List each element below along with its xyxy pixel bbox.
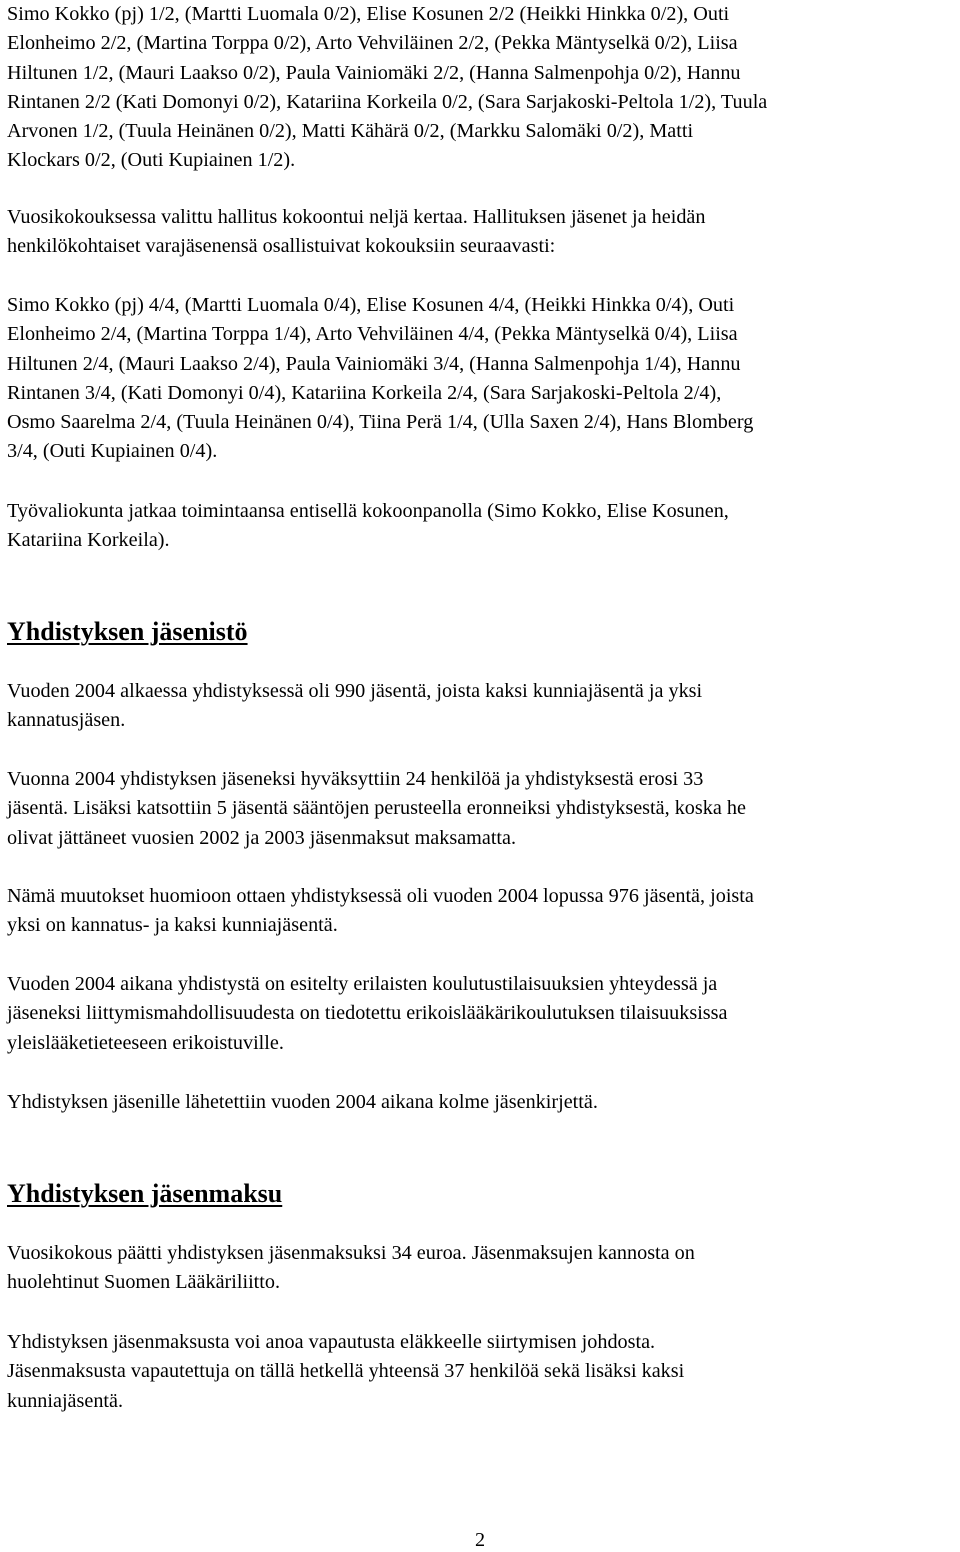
membership-fee-paragraph-2: Yhdistyksen jäsenmaksusta voi anoa vapautusta eläkkeelle siirtymisen johdosta. Jäsenmaksusta vapautettuja on tällä hetkellä yhteensä 37 henkilöä sekä lisäksi kaksi kunniajäsentä. bbox=[7, 1331, 685, 1412]
attendance-paragraph-1: Simo Kokko (pj) 1/2, (Martti Luomala 0/2), Elise Kosunen 2/2 (Heikki Hinkka 0/2), Outi Elonheimo 2/2, (Martina Torppa 0/2), Arto Vehviläinen 2/2, (Pekka Mäntyselkä 0/2), Liisa Hiltunen 1/2, (Mauri Laakso 0/2), Paula Vainiomäki 2/2, (Hanna Salmenpohja 0/2), Hannu Rintanen 2/2 (Kati Domonyi 0/2), Katariina Korkeila 0/2, (Sara Sarjakoski-Peltola 1/2), Tuula Arvonen 1/2, (Tuula Heinänen 0/2), Matti Kähärä 0/2, (Markku Salomäki 0/2), Matti Klockars 0/2, (Outi Kupiainen 1/2). bbox=[7, 3, 768, 172]
membership-fee-heading: Yhdistyksen jäsenmaksu bbox=[7, 1179, 283, 1208]
membership-fee-paragraph-1: Vuosikokous päätti yhdistyksen jäsenmaksuksi 34 euroa. Jäsenmaksujen kannosta on huolehtinut Suomen Lääkäriliitto. bbox=[7, 1242, 695, 1294]
membership-paragraph-2: Vuonna 2004 yhdistyksen jäseneksi hyväksyttiin 24 henkilöä ja yhdistyksestä erosi 33 jäsentä. Lisäksi katsottiin 5 jäsentä sääntöjen perusteella eronneiksi yhdistyksestä, koska he olivat jättäneet vuosien 2002 ja 2003 jäsenmaksut maksamatta. bbox=[7, 768, 746, 849]
board-meetings-paragraph: Vuosikokouksessa valittu hallitus kokoontui neljä kertaa. Hallituksen jäsenet ja heidän henkilökohtaiset varajäsenensä osallistuivat kokouksiin seuraavasti: bbox=[7, 206, 706, 258]
page-number: 2 bbox=[474, 1529, 486, 1551]
attendance-paragraph-2: Simo Kokko (pj) 4/4, (Martti Luomala 0/4), Elise Kosunen 4/4, (Heikki Hinkka 0/4), Outi Elonheimo 2/4, (Martina Torppa 1/4), Arto Vehviläinen 4/4, (Pekka Mäntyselkä 0/4), Liisa Hiltunen 2/4, (Mauri Laakso 2/4), Paula Vainiomäki 3/4, (Hanna Salmenpohja 1/4), Hannu Rintanen 3/4, (Kati Domonyi 0/4), Katariina Korkeila 2/4, (Sara Sarjakoski-Peltola 2/4), Osmo Saarelma 2/4, (Tuula Heinänen 0/4), Tiina Perä 1/4, (Ulla Saxen 2/4), Hans Blomberg 3/4, (Outi Kupiainen 0/4). bbox=[7, 294, 754, 463]
membership-heading: Yhdistyksen jäsenistö bbox=[7, 617, 248, 646]
working-committee-paragraph: Työvaliokunta jatkaa toimintaansa entisellä kokoonpanolla (Simo Kokko, Elise Kosunen, Katariina Korkeila). bbox=[7, 500, 729, 552]
membership-paragraph-4: Vuoden 2004 aikana yhdistystä on esitelty erilaisten koulutustilaisuuksien yhteydessä ja jäseneksi liittymismahdollisuudesta on tiedotettu erikoislääkärikoulutuksen tilaisuuksissa yleislääketieteeseen erikoistuville. bbox=[7, 973, 728, 1054]
membership-paragraph-3: Nämä muutokset huomioon ottaen yhdistyksessä oli vuoden 2004 lopussa 976 jäsentä, joista yksi on kannatus- ja kaksi kunniajäsentä. bbox=[7, 885, 754, 937]
membership-paragraph-1: Vuoden 2004 alkaessa yhdistyksessä oli 990 jäsentä, joista kaksi kunniajäsentä ja yksi kannatusjäsen. bbox=[7, 680, 703, 732]
membership-paragraph-5: Yhdistyksen jäsenille lähetettiin vuoden 2004 aikana kolme jäsenkirjettä. bbox=[7, 1091, 598, 1113]
